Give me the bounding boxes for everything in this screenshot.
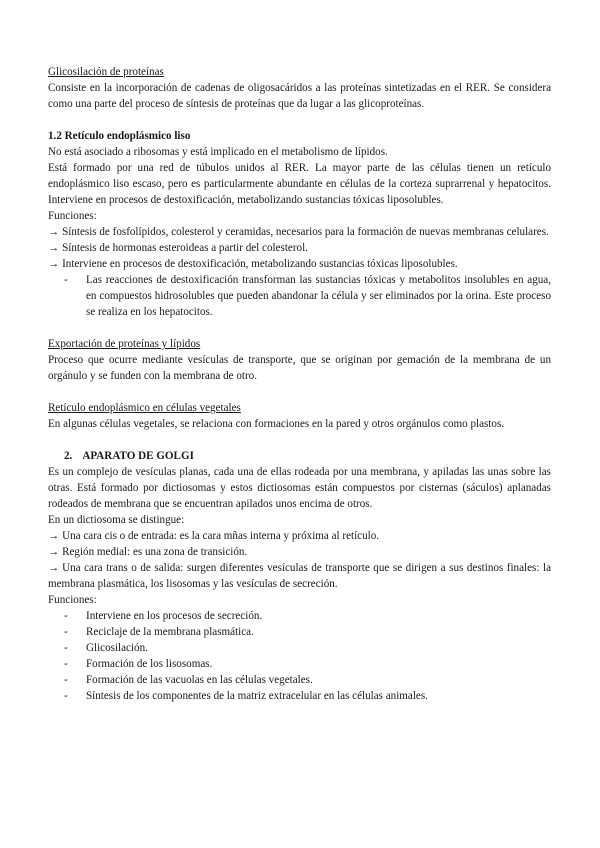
document-page: [48, 64, 551, 704]
rel-line-1: No está asociado a ribosomas y está implicado en el metabolismo de lípidos.: [48, 146, 388, 158]
golgi-function-item: - Formación de las vacuolas en las células vegetales.: [64, 674, 313, 686]
arrow-icon: →: [48, 226, 60, 238]
vegetales-body: En algunas células vegetales, se relaciona con formaciones en la pared y otros orgánulos como plastos.: [48, 418, 505, 430]
dash-bullet: -: [64, 658, 68, 670]
golgi-distingue: En un dictiosoma se distingue:: [48, 514, 185, 526]
golgi-heading: 2. APARATO DE GOLGI: [64, 450, 194, 462]
golgi-part: → Región medial: es una zona de transición.: [48, 546, 248, 558]
golgi-function-item: - Glicosilación.: [64, 642, 148, 654]
dash-bullet: -: [64, 642, 68, 654]
glicosilacion-body: Consiste en la incorporación de cadenas de oligosacáridos a las proteínas sintetizadas en el RER. Se considera como una parte del proceso de síntesis de proteínas que da lugar a las glicoproteínas.: [48, 82, 551, 110]
dash-bullet: -: [64, 690, 68, 702]
rel-heading: 1.2 Retículo endoplásmico liso: [48, 130, 191, 142]
dash-bullet: -: [64, 674, 68, 686]
golgi-function-item: - Reciclaje de la membrana plasmática.: [64, 626, 254, 638]
golgi-part: → Una cara cis o de entrada: es la cara mñas interna y próxima al retículo.: [48, 530, 380, 542]
arrow-icon: →: [48, 242, 60, 254]
rel-function-item: → Interviene en procesos de destoxificación, metabolizando sustancias tóxicas liposolubles.: [48, 258, 458, 270]
golgi-body: Es un complejo de vesículas planas, cada una de ellas rodeada por una membrana, y apiladas las unas sobre las otras. Está formado por dictiosomas y estos dictiosomas están compuestos por cisternas (sáculos) aplanadas rodeados de membrana que se encuentran apilados unos encima de otros.: [48, 466, 551, 510]
golgi-function-item: - Síntesis de los componentes de la matriz extracelular en las células animales.: [64, 690, 428, 702]
exportacion-heading: Exportación de proteínas y lípidos: [48, 338, 201, 350]
exportacion-body: Proceso que ocurre mediante vesículas de transporte, que se originan por gemación de la membrana de un orgánulo y se funden con la membrana de otro.: [48, 354, 551, 382]
glicosilacion-heading: Glicosilación de proteínas: [48, 66, 164, 78]
dash-bullet: -: [64, 626, 68, 638]
dash-bullet: -: [64, 274, 68, 286]
arrow-icon: →: [48, 546, 60, 558]
arrow-icon: →: [48, 562, 60, 574]
arrow-icon: →: [48, 530, 60, 542]
golgi-function-item: - Interviene en los procesos de secreción.: [64, 610, 263, 622]
arrow-icon: →: [48, 258, 60, 270]
golgi-part: → Una cara trans o de salida: surgen diferentes vesículas de transporte que se dirigen a sus destinos finales: la membrana plasmática, los lisosomas y las vesículas de secreción.: [48, 562, 551, 590]
dash-bullet: -: [64, 610, 68, 622]
rel-funciones-label: Funciones:: [48, 210, 97, 222]
rel-line-2: Está formado por una red de túbulos unidos al RER. La mayor parte de las células tienen un retículo endoplásmico liso escaso, pero es particularmente abundante en células de la corteza suprarrenal y hepatocitos. Interviene en procesos de destoxificación, metabolizando sustancias tóxicas liposolubles.: [48, 162, 551, 206]
vegetales-heading: Retículo endoplásmico en células vegetales: [48, 402, 241, 414]
golgi-funciones-label: Funciones:: [48, 594, 97, 606]
rel-function-item: → Síntesis de hormonas esteroideas a partir del colesterol.: [48, 242, 308, 254]
rel-function-item: → Síntesis de fosfolípidos, colesterol y ceramidas, necesarios para la formación de nuevas membranas celulares.: [48, 226, 549, 238]
rel-sub-item: - Las reacciones de destoxificación transforman las sustancias tóxicas y metabolitos insolubles en agua, en compuestos hidrosolubles que pueden abandonar la célula y ser eliminados por la orina. Este proceso se realiza en los hepatocitos.: [64, 274, 551, 318]
golgi-function-item: - Formación de los lisosomas.: [64, 658, 213, 670]
